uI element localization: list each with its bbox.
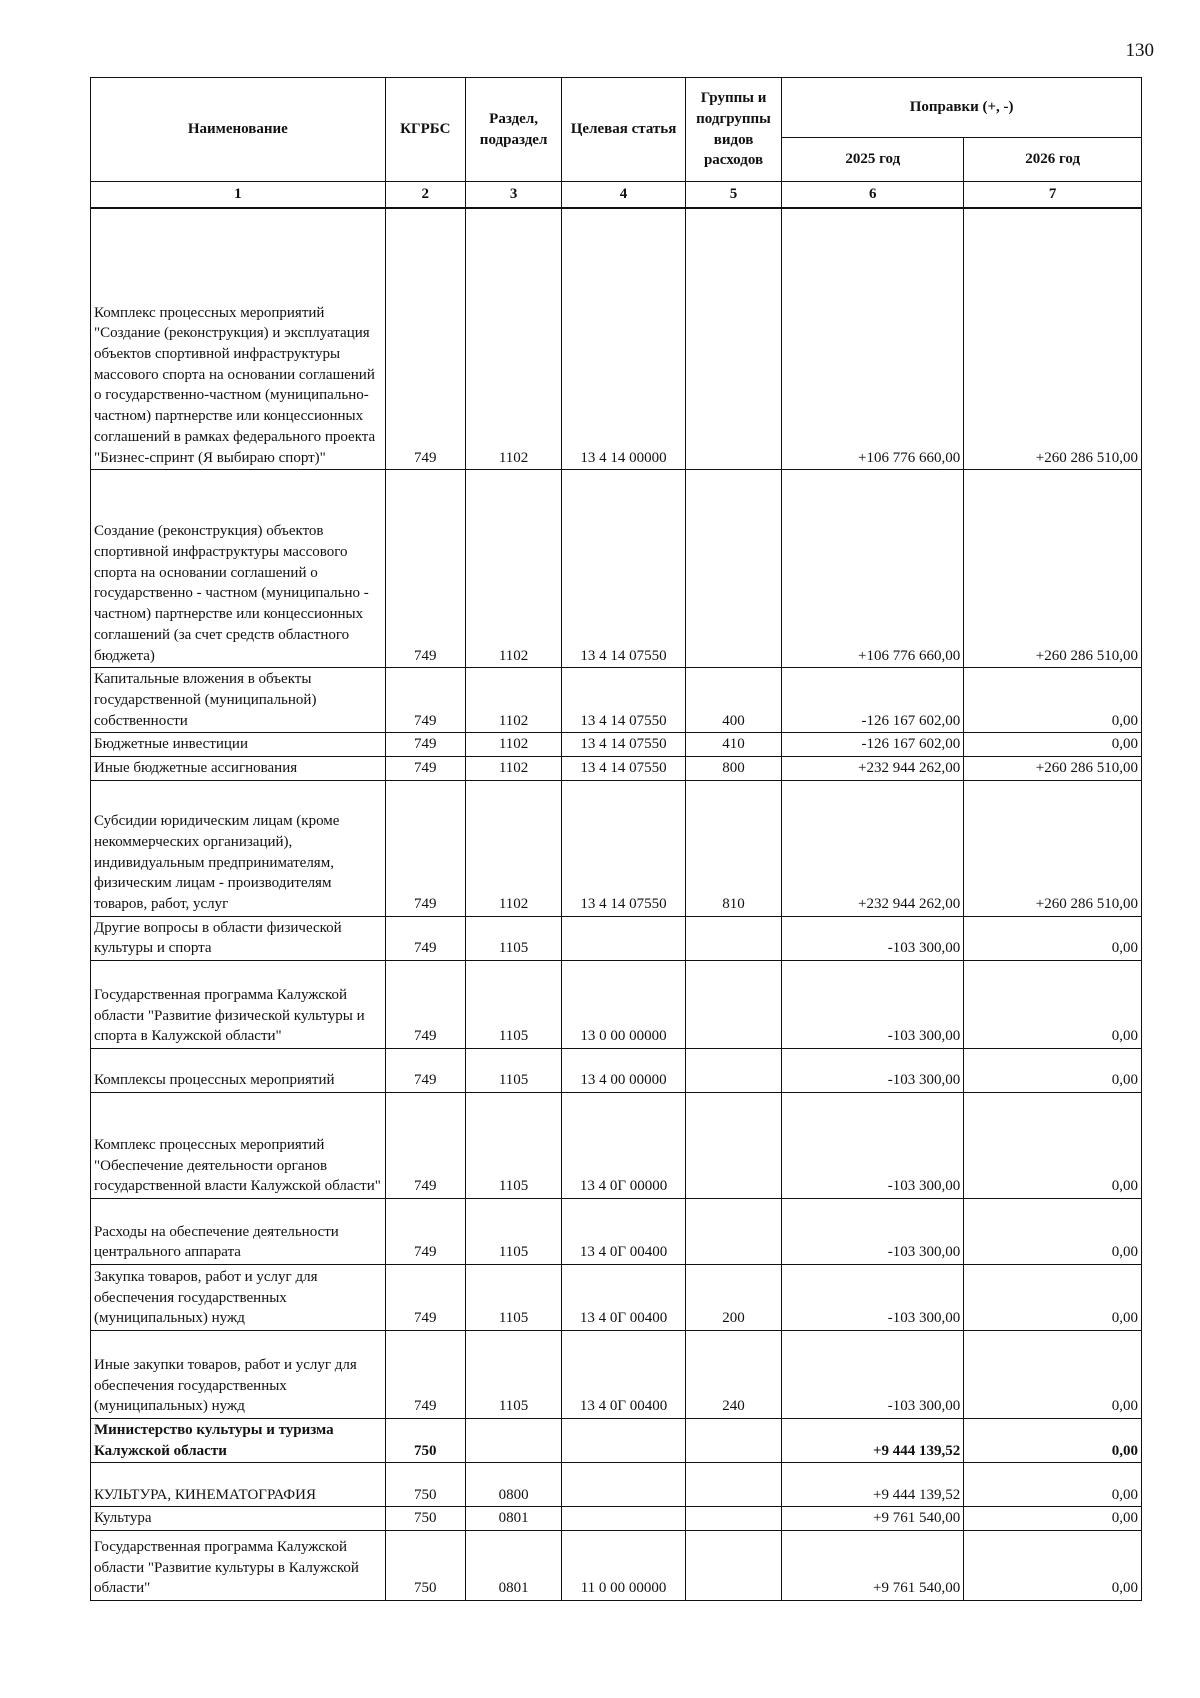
row-kgrbs: 749: [385, 1331, 465, 1419]
row-name: Другие вопросы в области физической культуры и спорта: [91, 916, 386, 960]
row-target: 13 4 14 07550: [562, 733, 686, 757]
row-section: 1102: [465, 470, 561, 668]
row-section: 1102: [465, 208, 561, 470]
row-group: 240: [685, 1331, 781, 1419]
row-target: 13 0 00 00000: [562, 961, 686, 1049]
table-row: [91, 756, 1142, 780]
row-amount-2025: -103 300,00: [782, 1265, 964, 1331]
row-section: 1102: [465, 733, 561, 757]
header-section: Раздел, подраздел: [465, 78, 561, 182]
row-kgrbs: 749: [385, 780, 465, 916]
row-kgrbs: 750: [385, 1463, 465, 1507]
header-2026: 2026 год: [964, 138, 1142, 182]
row-name: Комплексы процессных мероприятий: [91, 1049, 386, 1093]
table-row: [91, 1049, 1142, 1093]
row-section: 1105: [465, 1199, 561, 1265]
row-target: 13 4 0Г 00400: [562, 1331, 686, 1419]
table-row: [91, 1531, 1142, 1601]
row-target: 13 4 0Г 00400: [562, 1199, 686, 1265]
row-kgrbs: 749: [385, 470, 465, 668]
row-section: 1105: [465, 1265, 561, 1331]
row-group: [685, 470, 781, 668]
header-groups: Группы и подгруппы видов расходов: [685, 78, 781, 182]
row-amount-2026: 0,00: [964, 1049, 1142, 1093]
table-row: [91, 470, 1142, 668]
row-target: [562, 1419, 686, 1463]
table-row: [91, 916, 1142, 960]
row-group: [685, 1531, 781, 1601]
table-row: [91, 1093, 1142, 1199]
row-name: КУЛЬТУРА, КИНЕМАТОГРАФИЯ: [91, 1463, 386, 1507]
row-amount-2026: +260 286 510,00: [964, 756, 1142, 780]
row-amount-2026: 0,00: [964, 1419, 1142, 1463]
row-group: [685, 208, 781, 470]
row-group: [685, 1049, 781, 1093]
row-amount-2026: 0,00: [964, 1507, 1142, 1531]
row-group: [685, 916, 781, 960]
col-number: 7: [964, 182, 1142, 208]
row-amount-2026: 0,00: [964, 1265, 1142, 1331]
row-amount-2025: -103 300,00: [782, 1331, 964, 1419]
row-name: Капитальные вложения в объекты государственной (муниципальной) собственности: [91, 668, 386, 733]
row-amount-2026: +260 286 510,00: [964, 780, 1142, 916]
row-amount-2025: +106 776 660,00: [782, 470, 964, 668]
row-kgrbs: 749: [385, 961, 465, 1049]
row-name: Комплекс процессных мероприятий "Обеспечение деятельности органов государственной власти Калужской области": [91, 1093, 386, 1199]
row-kgrbs: 750: [385, 1531, 465, 1601]
row-kgrbs: 749: [385, 756, 465, 780]
table-row: [91, 208, 1142, 470]
header-kgrbs: КГРБС: [385, 78, 465, 182]
row-kgrbs: 749: [385, 733, 465, 757]
row-name: Иные закупки товаров, работ и услуг для обеспечения государственных (муниципальных) нужд: [91, 1331, 386, 1419]
row-amount-2025: +9 444 139,52: [782, 1419, 964, 1463]
row-name: Иные бюджетные ассигнования: [91, 756, 386, 780]
header-name: Наименование: [91, 78, 386, 182]
row-name: Создание (реконструкция) объектов спортивной инфраструктуры массового спорта на основании соглашений о государственно - частном (муниципально - частном) партнерстве или концессионных соглашений (за счет средств областного бюджета): [91, 470, 386, 668]
col-number: 2: [385, 182, 465, 208]
row-kgrbs: 749: [385, 1199, 465, 1265]
row-target: 13 4 0Г 00400: [562, 1265, 686, 1331]
row-amount-2026: 0,00: [964, 1331, 1142, 1419]
row-target: 13 4 00 00000: [562, 1049, 686, 1093]
row-amount-2026: 0,00: [964, 1199, 1142, 1265]
row-amount-2026: 0,00: [964, 733, 1142, 757]
row-name: Государственная программа Калужской области "Развитие физической культуры и спорта в Калужской области": [91, 961, 386, 1049]
row-section: 1105: [465, 1049, 561, 1093]
row-amount-2025: -126 167 602,00: [782, 668, 964, 733]
budget-amendments-table: [90, 77, 1142, 1601]
col-number: 1: [91, 182, 386, 208]
row-kgrbs: 749: [385, 668, 465, 733]
row-section: 1105: [465, 961, 561, 1049]
row-target: [562, 916, 686, 960]
row-group: [685, 1199, 781, 1265]
row-group: 410: [685, 733, 781, 757]
row-target: 13 4 14 07550: [562, 668, 686, 733]
row-kgrbs: 749: [385, 208, 465, 470]
row-kgrbs: 749: [385, 1265, 465, 1331]
table-row: [91, 1199, 1142, 1265]
row-amount-2026: 0,00: [964, 1463, 1142, 1507]
col-number: 3: [465, 182, 561, 208]
row-section: 0801: [465, 1507, 561, 1531]
col-number: 5: [685, 182, 781, 208]
row-name: Субсидии юридическим лицам (кроме некоммерческих организаций), индивидуальным предпринимателям, физическим лицам - производителям товаров, работ, услуг: [91, 780, 386, 916]
header-target: Целевая статья: [562, 78, 686, 182]
table-row: [91, 668, 1142, 733]
row-amount-2025: +9 761 540,00: [782, 1531, 964, 1601]
row-amount-2025: +232 944 262,00: [782, 756, 964, 780]
row-group: 800: [685, 756, 781, 780]
row-section: 1102: [465, 756, 561, 780]
col-number: 6: [782, 182, 964, 208]
row-target: 13 4 0Г 00000: [562, 1093, 686, 1199]
row-section: 1102: [465, 668, 561, 733]
row-amount-2025: +232 944 262,00: [782, 780, 964, 916]
page-number: 130: [1125, 40, 1154, 61]
row-section: 1105: [465, 1093, 561, 1199]
row-name: Расходы на обеспечение деятельности центрального аппарата: [91, 1199, 386, 1265]
row-kgrbs: 749: [385, 1049, 465, 1093]
row-kgrbs: 749: [385, 916, 465, 960]
row-target: 13 4 14 07550: [562, 470, 686, 668]
row-target: [562, 1463, 686, 1507]
row-kgrbs: 750: [385, 1507, 465, 1531]
row-amount-2026: +260 286 510,00: [964, 208, 1142, 470]
table-row: [91, 1265, 1142, 1331]
row-name: Государственная программа Калужской области "Развитие культуры в Калужской области": [91, 1531, 386, 1601]
row-section: 1105: [465, 916, 561, 960]
row-group: [685, 1463, 781, 1507]
row-name: Закупка товаров, работ и услуг для обеспечения государственных (муниципальных) нужд: [91, 1265, 386, 1331]
row-target: 11 0 00 00000: [562, 1531, 686, 1601]
table-row: [91, 733, 1142, 757]
table-row: [91, 1419, 1142, 1463]
table-row: [91, 1507, 1142, 1531]
row-name: Культура: [91, 1507, 386, 1531]
table-row: [91, 961, 1142, 1049]
row-amount-2026: 0,00: [964, 1531, 1142, 1601]
row-section: 1102: [465, 780, 561, 916]
row-name: Министерство культуры и туризма Калужской области: [91, 1419, 386, 1463]
row-section: 1105: [465, 1331, 561, 1419]
row-amount-2026: 0,00: [964, 1093, 1142, 1199]
row-amount-2026: 0,00: [964, 668, 1142, 733]
row-name: Бюджетные инвестиции: [91, 733, 386, 757]
row-group: [685, 1093, 781, 1199]
row-amount-2025: -103 300,00: [782, 1093, 964, 1199]
row-amount-2026: 0,00: [964, 916, 1142, 960]
row-target: [562, 1507, 686, 1531]
row-group: 810: [685, 780, 781, 916]
row-amount-2025: +106 776 660,00: [782, 208, 964, 470]
row-kgrbs: 749: [385, 1093, 465, 1199]
row-amount-2026: 0,00: [964, 961, 1142, 1049]
table-row: [91, 1463, 1142, 1507]
row-group: 200: [685, 1265, 781, 1331]
row-amount-2025: -126 167 602,00: [782, 733, 964, 757]
row-amount-2025: -103 300,00: [782, 961, 964, 1049]
row-target: 13 4 14 07550: [562, 756, 686, 780]
row-section: [465, 1419, 561, 1463]
row-amount-2025: -103 300,00: [782, 916, 964, 960]
row-amount-2025: -103 300,00: [782, 1199, 964, 1265]
row-group: [685, 1419, 781, 1463]
table-row: [91, 1331, 1142, 1419]
header-2025: 2025 год: [782, 138, 964, 182]
col-number: 4: [562, 182, 686, 208]
row-section: 0801: [465, 1531, 561, 1601]
row-target: 13 4 14 07550: [562, 780, 686, 916]
row-group: 400: [685, 668, 781, 733]
row-amount-2025: +9 444 139,52: [782, 1463, 964, 1507]
row-amount-2025: +9 761 540,00: [782, 1507, 964, 1531]
row-group: [685, 961, 781, 1049]
row-amount-2026: +260 286 510,00: [964, 470, 1142, 668]
row-name: Комплекс процессных мероприятий "Создание (реконструкция) и эксплуатация объектов спортивной инфраструктуры массового спорта на основании соглашений о государственно-частном (муниципально-частном) партнерстве или концессионных соглашений в рамках федерального проекта "Бизнес-спринт (Я выбираю спорт)": [91, 208, 386, 470]
table-row: [91, 780, 1142, 916]
row-kgrbs: 750: [385, 1419, 465, 1463]
header-amendments: Поправки (+, -): [782, 78, 1142, 138]
row-group: [685, 1507, 781, 1531]
row-target: 13 4 14 00000: [562, 208, 686, 470]
row-section: 0800: [465, 1463, 561, 1507]
row-amount-2025: -103 300,00: [782, 1049, 964, 1093]
